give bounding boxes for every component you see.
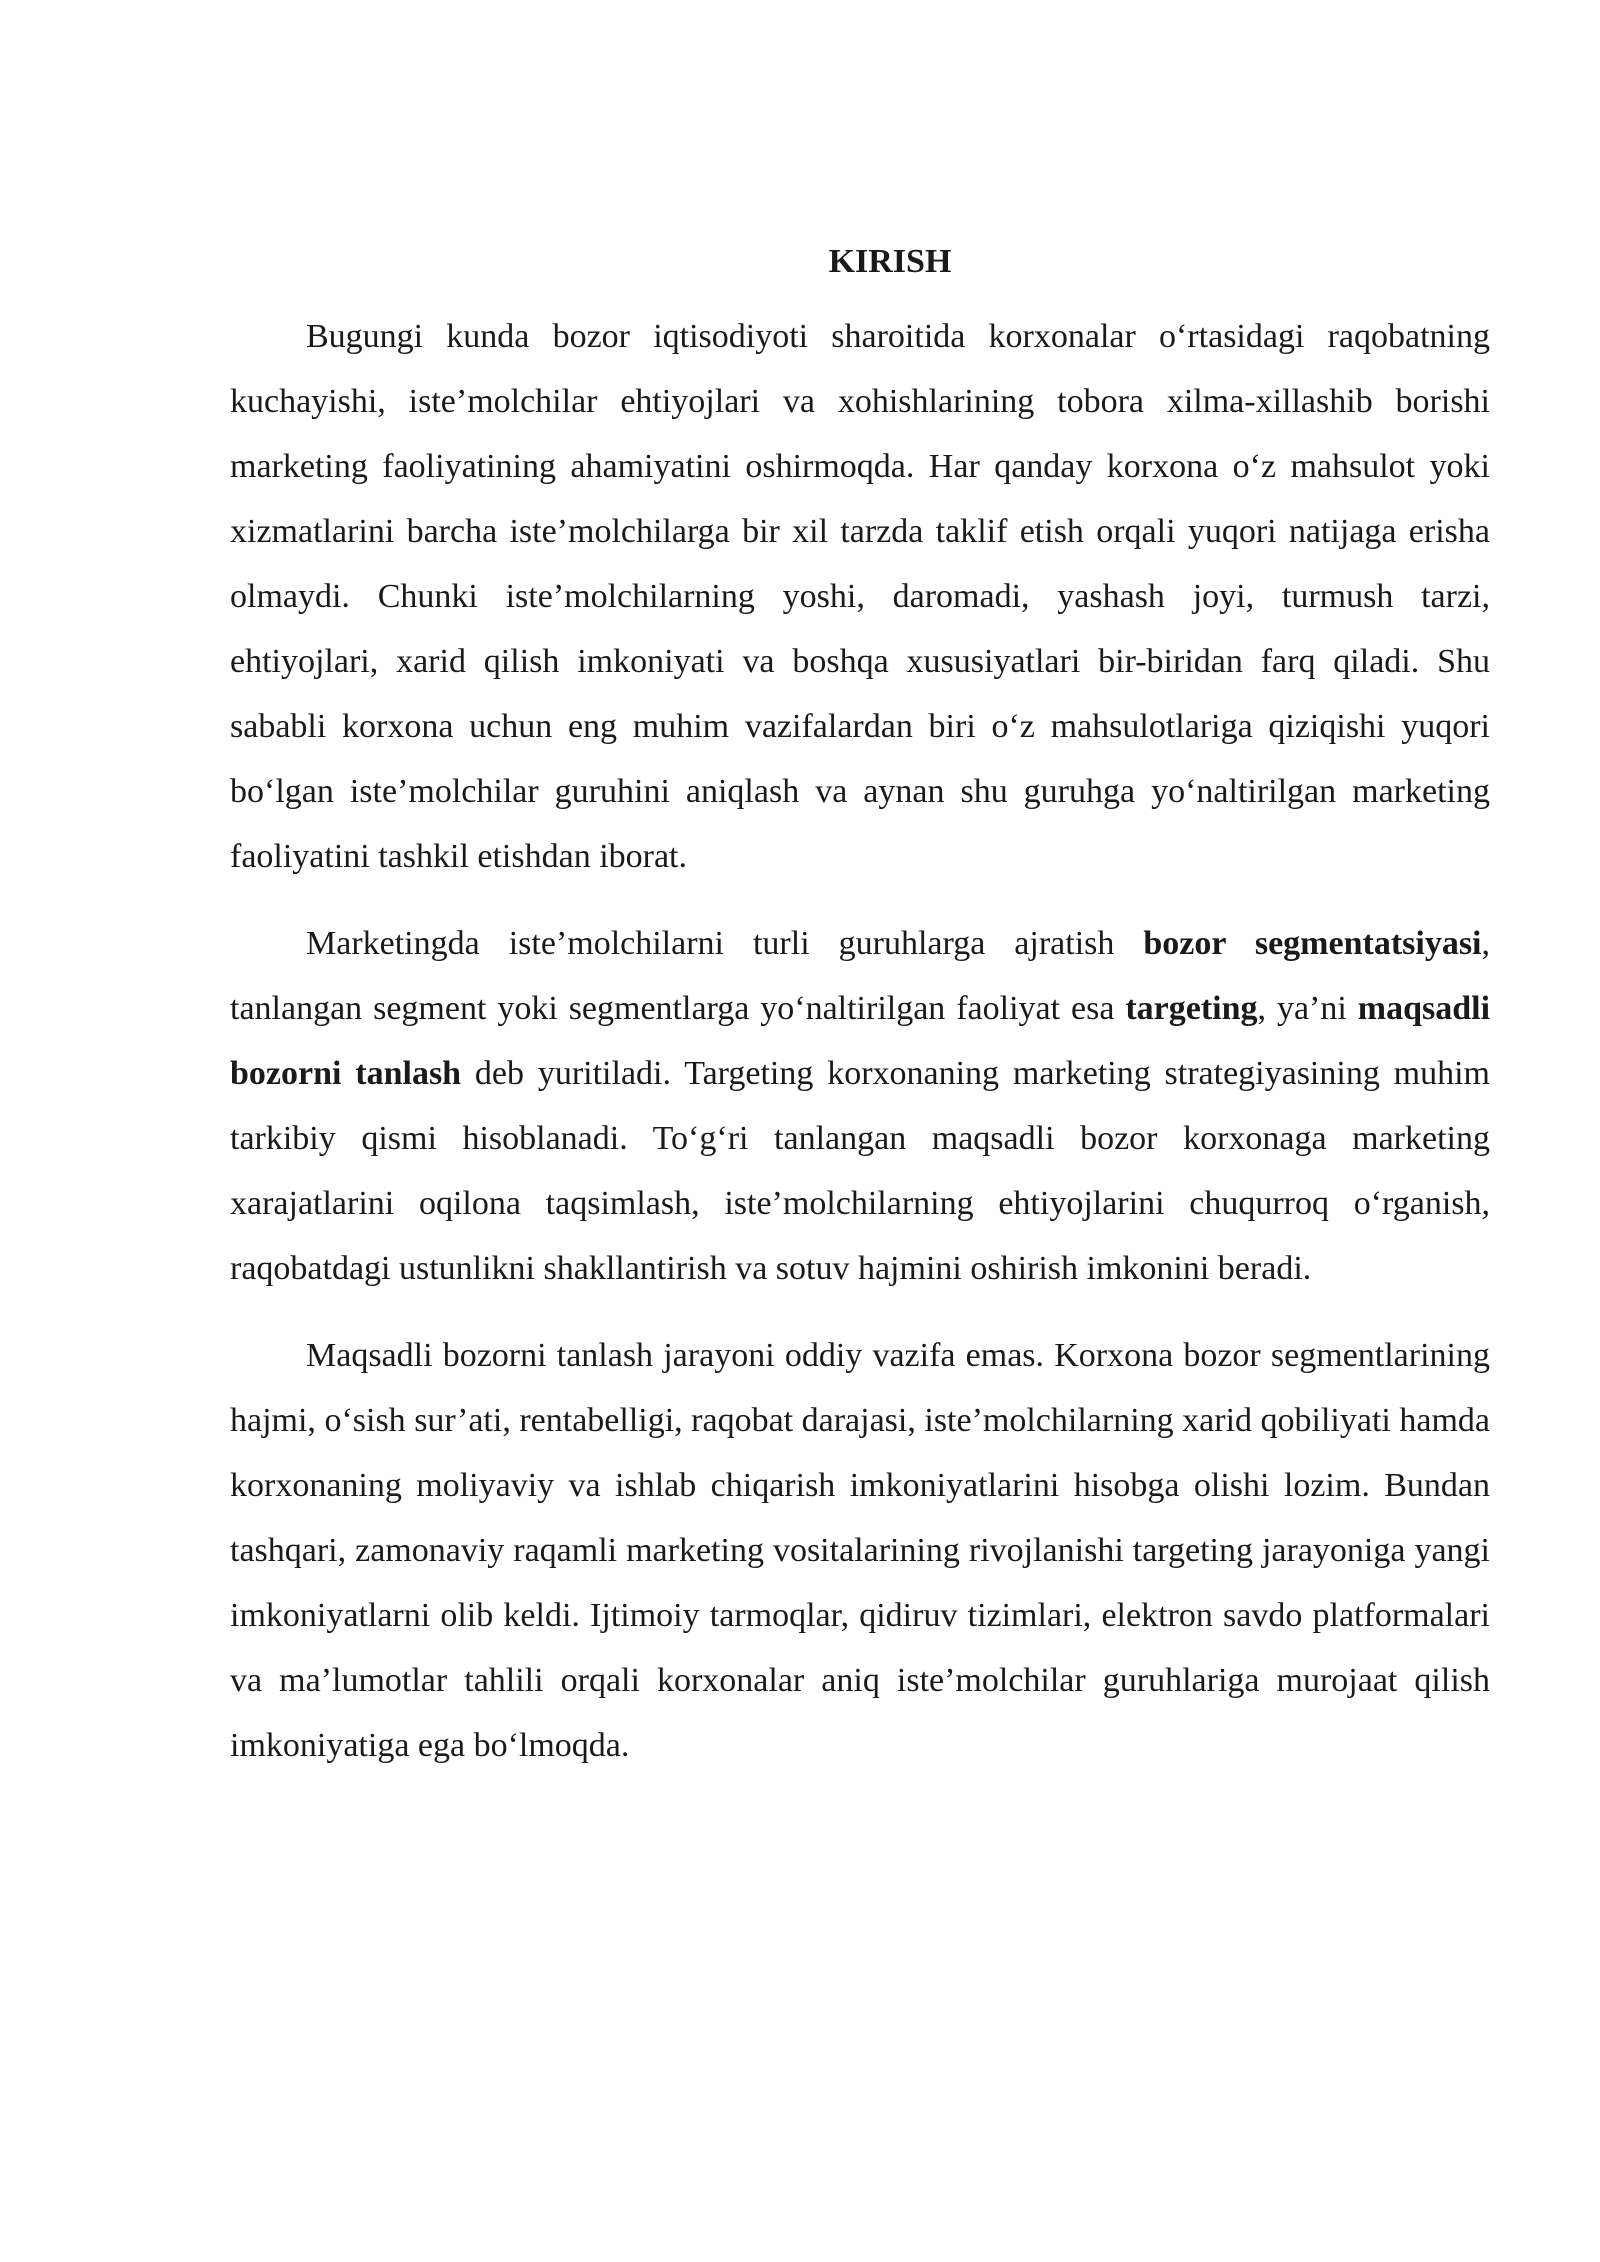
paragraph-segmentation — [230, 911, 1490, 1301]
paragraph-text: , ya’ni — [1257, 990, 1358, 1027]
bold-term-target-market: maqsadli bozorni tanlash — [230, 990, 1491, 1092]
paragraph-text: deb yuritiladi. Targeting korxonaning marketing strategiyasining muhim tarkibiy qismi hisoblanadi. To‘g‘ri tanlangan maqsadli bozor korxonaga marketing xarajatlarini oqilona taqsimlash, iste’molchilarning ehtiyojlarini chuqurroq o‘rganish, raqobatdagi ustunlikni shakllantirish va sotuv hajmini oshirish imkonini beradi. — [230, 1055, 1490, 1287]
paragraph-intro: Bugungi kunda bozor iqtisodiyoti sharoitida korxonalar o‘rtasidagi raqobatning kuchayishi, iste’molchilar ehtiyojlari va xohishlarining tobora xilma-xillashib borishi marketing faoliyatining ahamiyatini oshirmoqda. Har qanday korxona o‘z mahsulot yoki xizmatlarini barcha iste’molchilarga bir xil tarzda taklif etish orqali yuqori natijaga erisha olmaydi. Chunki iste’molchilarning yoshi, daromadi, yashash joyi, turmush tarzi, ehtiyojlari, xarid qilish imkoniyati va boshqa xususiyatlari bir-biridan farq qiladi. Shu sababli korxona uchun eng muhim vazifalardan biri o‘z mahsulotlariga qiziqishi yuqori bo‘lgan iste’molchilar guruhini aniqlash va aynan shu guruhga yo‘naltirilgan marketing faoliyatini tashkil etishdan iborat. — [230, 318, 1490, 875]
document-body — [230, 232, 1490, 1800]
section-title: KIRISH — [828, 243, 952, 280]
paragraph-text: , tanlangan segment yoki segmentlarga yo‘naltirilgan faoliyat esa — [230, 925, 1490, 1027]
paragraph-text: Marketingda iste’molchilarni turli guruhlarga ajratish — [306, 925, 1144, 962]
paragraph-target-selection: Maqsadli bozorni tanlash jarayoni oddiy vazifa emas. Korxona bozor segmentlarining hajmi, o‘sish sur’ati, rentabelligi, raqobat darajasi, iste’molchilarning xarid qobiliyati hamda korxonaning moliyaviy va ishlab chiqarish imkoniyatlarini hisobga olishi lozim. Bundan tashqari, zamonaviy raqamli marketing vositalarining rivojlanishi targeting jarayoniga yangi imkoniyatlarni olib keldi. Ijtimoiy tarmoqlar, qidiruv tizimlari, elektron savdo platformalari va ma’lumotlar tahlili orqali korxonalar aniq iste’molchilar guruhlariga murojaat qilish imkoniyatiga ega bo‘lmoqda. — [230, 1337, 1490, 1764]
bold-term-targeting: targeting — [1125, 990, 1258, 1027]
bold-term-segmentation: bozor segmentatsiyasi — [1143, 925, 1482, 962]
